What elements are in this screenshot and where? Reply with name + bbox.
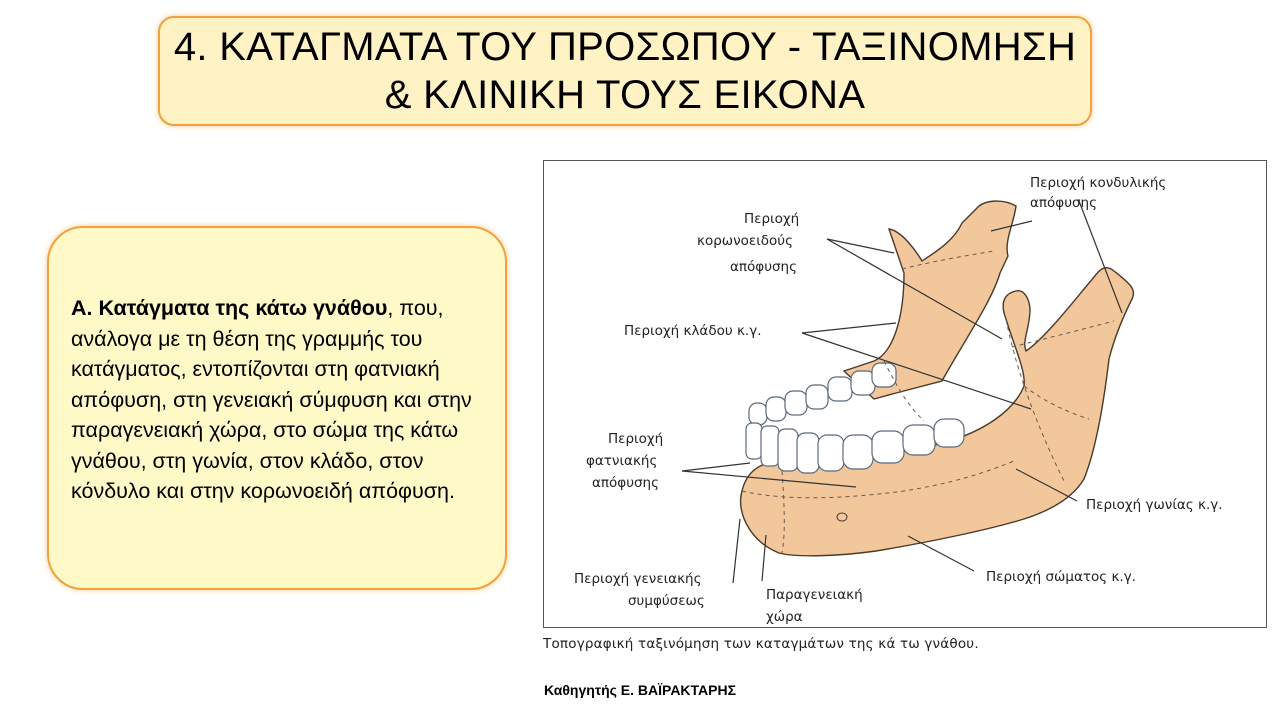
label-body: Περιοχή σώματος κ.γ. [986, 569, 1136, 585]
label-alveolar-1: Περιοχή [608, 431, 664, 447]
description-text: , που, ανάλογα με τη θέση της γραμμής του κατάγματος, εντοπίζονται στη φατνιακή απόφυση, στη γενειακή σύμφυση και στην παραγενειακή χώρα, στο σώμα της κάτω γνάθου, στη γωνία, στον κλάδο, στον κόνδυλο και στην κορωνοειδή απόφυση. [71, 296, 472, 503]
slide-title-line-1: 4. ΚΑΤΑΓΜΑΤΑ ΤΟΥ ΠΡΟΣΩΠΟΥ - ΤΑΞΙΝΟΜΗΣΗ [173, 25, 1077, 69]
label-coronoid-3: απόφυσης [730, 259, 798, 275]
svg-text:Περιοχή [744, 211, 799, 227]
svg-text:φατνιακής [586, 453, 657, 469]
label-parasymphysis-2: χώρα [766, 609, 803, 625]
svg-text:Περιοχή κονδυλικής [1030, 175, 1166, 191]
svg-text:Περιοχή γενειακής [574, 571, 702, 587]
label-alveolar-3: απόφυσης [592, 475, 660, 491]
footer-author: Καθηγητής Ε. ΒΑΪΡΑΚΤΑΡΗΣ [543, 682, 737, 698]
label-ramus: Περιοχή κλάδου κ.γ. [624, 323, 762, 339]
label-symphysis-2: συμφύσεως [628, 593, 705, 609]
label-parasymphysis-1: Παραγενειακή [766, 587, 863, 603]
label-angle: Περιοχή γωνίας κ.γ. [1086, 497, 1223, 513]
slide-title-line-2: & ΚΛΙΝΙΚΗ ΤΟΥΣ ΕΙΚΟΝΑ [384, 73, 866, 117]
svg-text:απόφυσης [1030, 195, 1097, 211]
svg-text:Περιοχή σώματος κ.γ. [986, 569, 1136, 585]
label-coronoid-1: Περιοχή [744, 211, 800, 227]
svg-text:απόφυσης [592, 475, 659, 491]
label-condyle-2: απόφυσης [1030, 195, 1098, 211]
svg-text:συμφύσεως [628, 593, 705, 609]
label-coronoid-2: κορωνοειδούς [697, 233, 794, 249]
svg-text:Παραγενειακή [766, 587, 863, 603]
slide-title-box [158, 16, 1092, 126]
svg-text:χώρα [766, 609, 803, 625]
svg-text:κορωνοειδούς [697, 233, 793, 249]
svg-text:Περιοχή [608, 431, 663, 447]
description-box [47, 226, 507, 590]
label-condyle-1: Περιοχή κονδυλικής [1030, 175, 1167, 191]
label-alveolar-2: φατνιακής [586, 453, 658, 469]
svg-text:απόφυσης [730, 259, 797, 275]
far-ramus-shape [844, 201, 1016, 399]
svg-text:Περιοχή κλάδου κ.γ. [624, 323, 762, 339]
svg-text:Περιοχή γωνίας κ.γ. [1086, 497, 1223, 513]
description-bold-heading: Α. Κατάγματα της κάτω γνάθου [71, 296, 388, 320]
mandible-figure [543, 160, 1267, 628]
figure-caption: Τοπογραφική ταξινόμηση των καταγμάτων της κά τω γνάθου. [543, 636, 979, 652]
mandible-illustration [544, 161, 1268, 629]
label-symphysis-1: Περιοχή γενειακής [574, 571, 702, 587]
